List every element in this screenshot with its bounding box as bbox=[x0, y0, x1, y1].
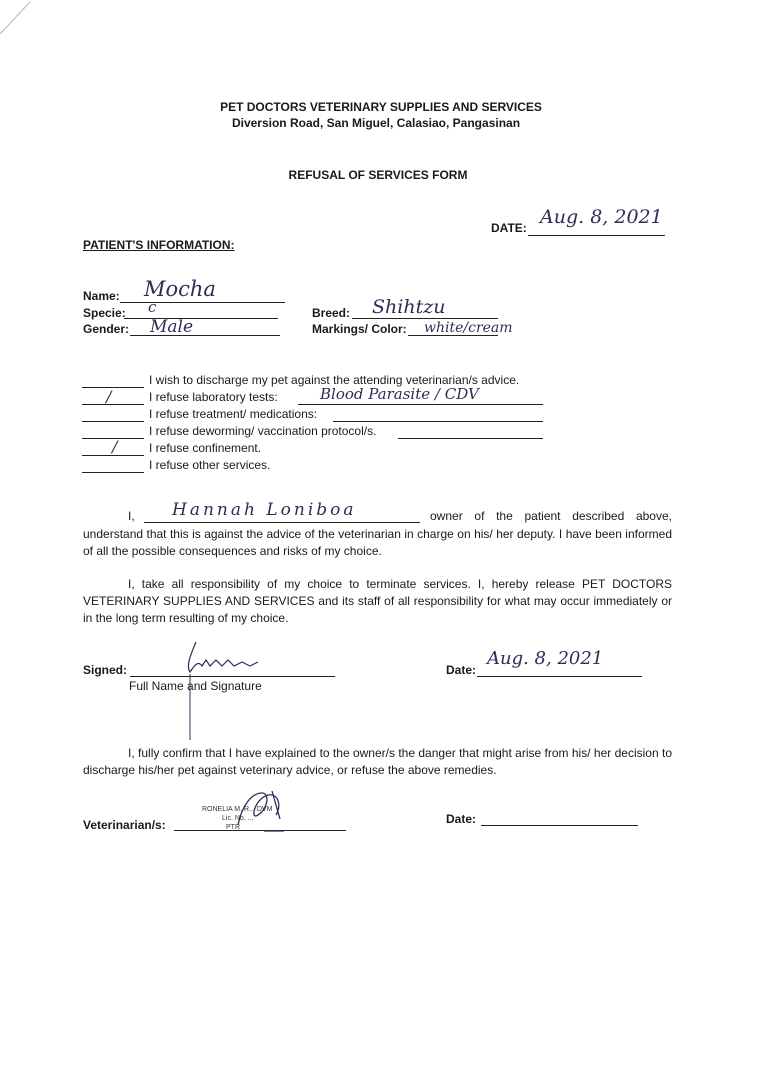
refusal-check-line bbox=[82, 404, 144, 405]
specie-label: Specie: bbox=[83, 306, 126, 320]
specie-line bbox=[124, 318, 278, 319]
gender-value: Male bbox=[150, 317, 194, 337]
refusal-detail-line bbox=[333, 421, 543, 422]
business-name: PET DOCTORS VETERINARY SUPPLIES AND SERVICES bbox=[220, 100, 542, 114]
veterinarian-date-line bbox=[481, 825, 638, 826]
date-value: Aug. 8, 2021 bbox=[540, 206, 663, 228]
business-address: Diversion Road, San Miguel, Calasiao, Pangasinan bbox=[231, 116, 521, 130]
gender-label: Gender: bbox=[83, 322, 130, 336]
statement1-body: understand that this is against the advice of the veterinarian in charge on his/ her deputy. I have been informed of all the possible consequences and risks of my choice. bbox=[83, 527, 672, 558]
refusal-detail-line bbox=[398, 438, 543, 439]
signed-date-value: Aug. 8, 2021 bbox=[487, 648, 604, 669]
stamp-license: Lic. No. ... bbox=[222, 815, 254, 822]
name-value: Mocha bbox=[144, 277, 216, 301]
refusal-label-lab: I refuse laboratory tests: bbox=[149, 390, 278, 404]
refusal-check-line bbox=[82, 421, 144, 422]
markings-label: Markings/ Color: bbox=[312, 322, 407, 336]
refusal-detail-line bbox=[298, 404, 543, 405]
name-line bbox=[120, 302, 285, 303]
signed-label: Signed: bbox=[83, 663, 127, 677]
statement1-suffix: owner of the patient described above, bbox=[430, 509, 672, 523]
patient-info-heading: PATIENT'S INFORMATION: bbox=[83, 238, 235, 252]
owner-name-line bbox=[144, 522, 420, 523]
form-title: REFUSAL OF SERVICES FORM bbox=[288, 168, 468, 182]
refusal-label-confinement: I refuse confinement. bbox=[149, 441, 262, 455]
name-label: Name: bbox=[83, 289, 120, 303]
owner-name-value: Hannah Loniboa bbox=[172, 500, 357, 520]
date-line bbox=[528, 235, 665, 236]
refusal-check-line bbox=[82, 387, 144, 388]
statement3-body: I, fully confirm that I have explained to the owner/s the danger that might arise from his/ her decision to discharge his/her pet against veterinary advice, or refuse the above remedies. bbox=[83, 746, 672, 777]
statement1-prefix: I, bbox=[128, 509, 135, 523]
breed-value: Shihtzu bbox=[372, 296, 446, 318]
markings-value: white/cream bbox=[424, 320, 513, 336]
refusal-check-lab: / bbox=[106, 387, 112, 406]
refusal-check-line bbox=[82, 472, 144, 473]
signature-caption: Full Name and Signature bbox=[129, 679, 262, 693]
breed-label: Breed: bbox=[312, 306, 351, 320]
signed-date-line bbox=[477, 676, 642, 677]
statement2-body: I, take all responsibility of my choice to terminate services. I, hereby release PET DOCTORS VETERINARY SUPPLIES AND SERVICES and its staff of all responsibility for what may occur immediately or in the long term resulting of my choice. bbox=[83, 577, 672, 625]
signed-date-label: Date: bbox=[446, 663, 477, 677]
refusal-label-treatment: I refuse treatment/ medications: bbox=[149, 407, 318, 421]
folded-corner-mark bbox=[0, 0, 36, 36]
stamp-ptr: PTR bbox=[226, 824, 240, 831]
veterinarian-label: Veterinarian/s: bbox=[83, 818, 166, 832]
refusal-detail-lab: Blood Parasite / CDV bbox=[320, 385, 479, 403]
refusal-label-deworming: I refuse deworming/ vaccination protocol/s. bbox=[149, 424, 377, 438]
veterinarian-date-label: Date: bbox=[446, 812, 477, 826]
specie-value: c bbox=[148, 298, 157, 316]
breed-line bbox=[352, 318, 498, 319]
veterinarian-signature-drawing bbox=[228, 785, 298, 845]
refusal-label-other: I refuse other services. bbox=[149, 458, 271, 472]
refusal-check-confinement: / bbox=[112, 437, 118, 456]
refusal-label-discharge: I wish to discharge my pet against the attending veterinarian/s advice. bbox=[149, 373, 520, 387]
stamp-name: RONELIA M. R... DVM bbox=[202, 806, 273, 813]
date-label: DATE: bbox=[491, 221, 527, 235]
